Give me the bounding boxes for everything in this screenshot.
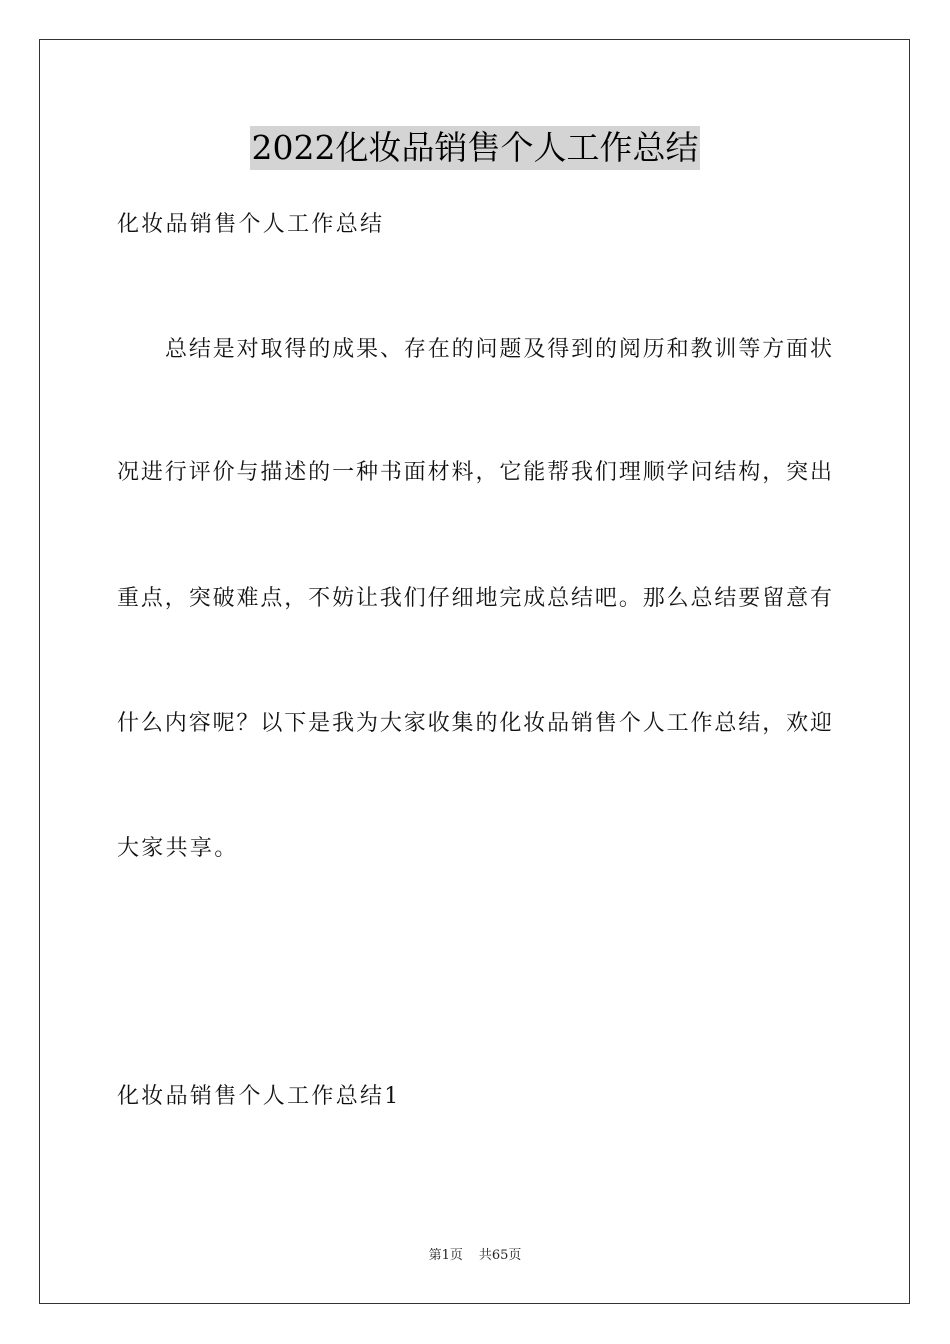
- intro-line: 重点，突破难点，不妨让我们仔细地完成总结吧。那么总结要留意有: [117, 586, 832, 611]
- page-total: 共65页: [478, 1248, 522, 1263]
- intro-line: 大家共享。: [117, 836, 239, 861]
- intro-line: 什么内容呢？以下是我为大家收集的化妆品销售个人工作总结，欢迎: [117, 711, 832, 736]
- page-footer: [0, 1247, 950, 1265]
- intro-line: 况进行评价与描述的一种书面材料，它能帮我们理顺学问结构，突出: [117, 460, 832, 485]
- document-title: 2022化妆品销售个人工作总结: [250, 126, 701, 170]
- document-subtitle: 化妆品销售个人工作总结: [117, 212, 385, 237]
- section-heading: 化妆品销售个人工作总结1: [117, 1084, 401, 1109]
- intro-line: 总结是对取得的成果、存在的问题及得到的阅历和教训等方面状: [165, 337, 832, 362]
- document-title-wrapper: [0, 126, 950, 170]
- page-number: 第1页: [428, 1248, 463, 1263]
